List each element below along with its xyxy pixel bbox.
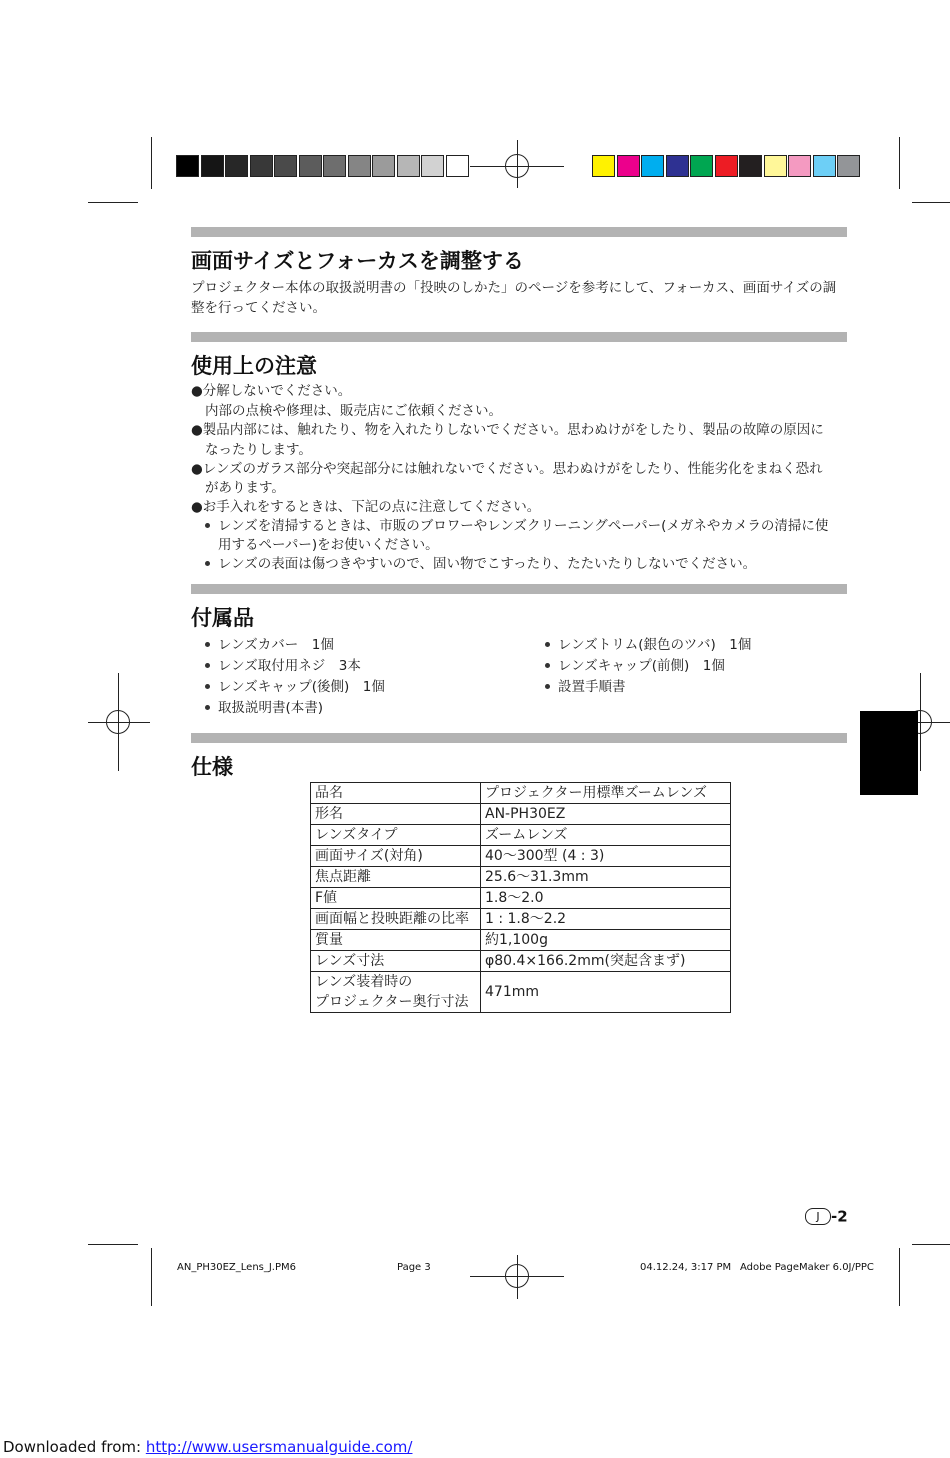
spec-value: 40〜300型 (4 : 3) xyxy=(481,846,731,867)
spec-value: プロジェクター用標準ズームレンズ xyxy=(481,783,731,804)
color-swatch xyxy=(739,155,762,177)
table-row xyxy=(311,846,731,867)
focus-text-line: 整を行ってください。 xyxy=(191,300,326,316)
color-swatch xyxy=(176,155,199,177)
spec-table xyxy=(310,782,731,1013)
color-swatch xyxy=(348,155,371,177)
spec-value: 1 : 1.8〜2.2 xyxy=(481,909,731,930)
download-line xyxy=(3,1438,412,1456)
spec-label: レンズ寸法 xyxy=(311,951,481,972)
caution-item-detail: 内部の点検や修理は、販売店にご依頼ください。 xyxy=(205,403,502,419)
spec-label: 品名 xyxy=(311,783,481,804)
table-row xyxy=(311,909,731,930)
section-bar xyxy=(191,332,847,342)
bullet-dot xyxy=(545,663,550,668)
section-bar xyxy=(191,584,847,594)
bullet-dot xyxy=(205,523,210,528)
bullet-dot xyxy=(545,684,550,689)
color-swatch xyxy=(666,155,689,177)
caution-item: ●お手入れをするときは、下記の点に注意してください。 xyxy=(191,499,541,515)
caution-item: ●分解しないでください。 xyxy=(191,383,352,399)
bullet-dot xyxy=(205,705,210,710)
table-row xyxy=(311,951,731,972)
caution-item-continued: なったりします。 xyxy=(205,442,312,458)
footer-app: Adobe PageMaker 6.0J/PPC xyxy=(740,1262,874,1273)
page-number xyxy=(805,1206,848,1226)
bullet-dot xyxy=(205,642,210,647)
section-title-spec: 仕様 xyxy=(191,755,233,779)
spec-value: ズームレンズ xyxy=(481,825,731,846)
color-swatch xyxy=(813,155,836,177)
table-row xyxy=(311,804,731,825)
table-row xyxy=(311,867,731,888)
table-row xyxy=(311,972,731,1013)
color-swatch xyxy=(715,155,738,177)
spec-label: F値 xyxy=(311,888,481,909)
spec-value: 471mm xyxy=(481,972,731,1013)
color-swatch xyxy=(250,155,273,177)
color-swatch xyxy=(201,155,224,177)
color-swatch xyxy=(397,155,420,177)
accessory-item: 設置手順書 xyxy=(558,679,626,695)
spec-label: 形名 xyxy=(311,804,481,825)
spec-value: AN-PH30EZ xyxy=(481,804,731,825)
color-swatch xyxy=(837,155,860,177)
color-swatch xyxy=(299,155,322,177)
table-row xyxy=(311,825,731,846)
bullet-dot xyxy=(545,642,550,647)
section-title-caution: 使用上の注意 xyxy=(191,354,317,378)
color-swatch xyxy=(274,155,297,177)
spec-label xyxy=(311,972,481,1013)
color-swatch xyxy=(446,155,469,177)
table-row xyxy=(311,783,731,804)
color-swatch xyxy=(372,155,395,177)
section-title-focus: 画面サイズとフォーカスを調整する xyxy=(191,249,524,273)
color-swatch xyxy=(617,155,640,177)
spec-value: φ80.4×166.2mm(突起含まず) xyxy=(481,951,731,972)
footer-page: Page 3 xyxy=(397,1262,431,1273)
caution-item-continued: があります。 xyxy=(205,480,285,496)
spec-label: 画面幅と投映距離の比率 xyxy=(311,909,481,930)
caution-item: ●レンズのガラス部分や突起部分には触れないでください。思わぬけがをしたり、性能劣化をまねく恐れ xyxy=(191,461,823,477)
color-swatch xyxy=(323,155,346,177)
color-swatch xyxy=(225,155,248,177)
page-number-text: -2 xyxy=(831,1207,848,1226)
spec-label-line: プロジェクター奥行寸法 xyxy=(315,994,469,1010)
spec-value: 25.6〜31.3mm xyxy=(481,867,731,888)
table-row xyxy=(311,888,731,909)
page-letter-badge: J xyxy=(805,1208,831,1225)
spec-label: 質量 xyxy=(311,930,481,951)
section-title-accessories: 付属品 xyxy=(191,606,254,630)
accessory-item: レンズ取付用ネジ 3本 xyxy=(218,658,361,674)
color-swatch xyxy=(592,155,615,177)
registration-mark-top xyxy=(505,154,529,178)
spec-value: 約1,100g xyxy=(481,930,731,951)
focus-text-line: プロジェクター本体の取扱説明書の「投映のしかた」のページを参考にして、フォーカス、画面サイズの調 xyxy=(191,280,837,296)
accessory-item: レンズカバー 1個 xyxy=(218,637,334,653)
spec-label: 画面サイズ(対角) xyxy=(311,846,481,867)
spec-label: 焦点距離 xyxy=(311,867,481,888)
section-bar xyxy=(191,733,847,743)
download-label: Downloaded from: xyxy=(3,1438,146,1456)
care-sub-item: レンズを清掃するときは、市販のブロワーやレンズクリーニングペーパー(メガネやカメラの清掃に使 xyxy=(218,518,829,534)
spec-label-line: レンズ装着時の xyxy=(315,974,413,990)
registration-mark-left xyxy=(106,710,130,734)
color-swatch xyxy=(421,155,444,177)
color-swatch xyxy=(641,155,664,177)
care-sub-item-continued: 用するペーパー)をお使いください。 xyxy=(218,537,439,553)
care-sub-item: レンズの表面は傷つきやすいので、固い物でこすったり、たたいたりしないでください。 xyxy=(218,556,757,572)
table-row xyxy=(311,930,731,951)
side-tab xyxy=(860,711,918,795)
footer-timestamp: 04.12.24, 3:17 PM xyxy=(640,1262,732,1273)
bullet-dot xyxy=(205,663,210,668)
spec-label: レンズタイプ xyxy=(311,825,481,846)
caution-item: ●製品内部には、触れたり、物を入れたりしないでください。思わぬけがをしたり、製品の故障の原因に xyxy=(191,422,824,438)
footer-file: AN_PH30EZ_Lens_J.PM6 xyxy=(177,1262,297,1273)
color-swatch xyxy=(690,155,713,177)
color-swatch xyxy=(764,155,787,177)
download-link[interactable]: http://www.usersmanualguide.com/ xyxy=(145,1438,413,1456)
accessory-item: 取扱説明書(本書) xyxy=(218,700,324,716)
accessory-item: レンズキャップ(後側) 1個 xyxy=(218,679,385,695)
spec-value: 1.8〜2.0 xyxy=(481,888,731,909)
color-swatch xyxy=(788,155,811,177)
section-bar xyxy=(191,227,847,237)
bullet-dot xyxy=(205,561,210,566)
bullet-dot xyxy=(205,684,210,689)
registration-mark-bottom xyxy=(505,1264,529,1288)
accessory-item: レンズトリム(銀色のツバ) 1個 xyxy=(558,637,752,653)
accessory-item: レンズキャップ(前側) 1個 xyxy=(558,658,725,674)
